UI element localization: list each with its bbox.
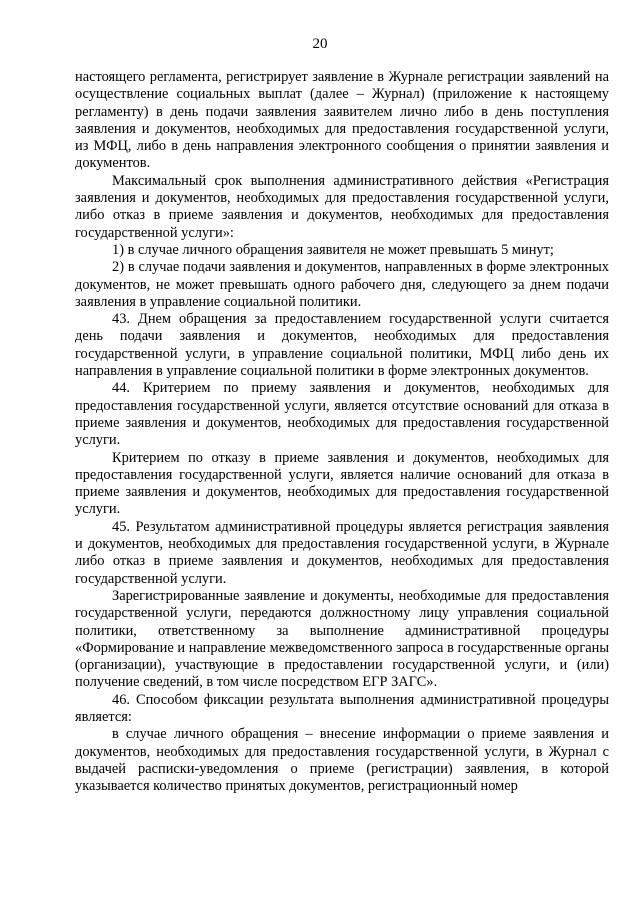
paragraph-personal-visit-fixation: в случае личного обращения – внесение информации о приеме заявления и документов, необходимых для предоставления государственной услуги, в Журнал с выдачей расписки-уведомления о приеме (регистрации) заявления, в которой указывается количество принятых документов, регистрационный номер <box>75 726 609 795</box>
paragraph-personal-visit-limit: 1) в случае личного обращения заявителя не может превышать 5 минут; <box>112 241 554 258</box>
paragraph-max-duration: Максимальный срок выполнения административного действия «Регистрация заявления и документов, необходимых для предоставления государственной услуги, либо отказ в приеме заявления и документов, необходимых для предоставления государственной услуги»: <box>75 172 609 241</box>
paragraph-45: 45. Результатом административной процедуры является регистрация заявления и документов, необходимых для предоставления государственной услуги, в Журнале либо отказ в приеме заявления и документов, необходимых для предоставления государственной услуги. <box>75 518 609 587</box>
document-body <box>75 69 609 795</box>
page-number: 20 <box>312 36 328 52</box>
paragraph-43: 43. Днем обращения за предоставлением государственной услуги считается день подачи заявления и документов, необходимых для предоставления государственной услуги, в управление социальной политики, МФЦ либо день их направления в управление социальной политики в форме электронных документов. <box>75 311 609 380</box>
paragraph-electronic-limit: 2) в случае подачи заявления и документов, направленных в форме электронных документов, не может превышать одного рабочего дня, следующего за днем подачи заявления в управление социальной политики. <box>75 259 609 310</box>
paragraph-registration-continued: настоящего регламента, регистрирует заявление в Журнале регистрации заявлений на осуществление социальных выплат (далее – Журнал) (приложение к настоящему регламенту) в день подачи заявления заявителем лично либо в день поступления заявления и документов, необходимых для предоставления государственной услуги, из МФЦ, либо в день направления электронного сообщения о принятии заявления и документов. <box>75 69 609 172</box>
paragraph-registered-documents: Зарегистрированные заявление и документы, необходимые для предоставления государственной услуги, передаются должностному лицу управления социальной политики, ответственному за выполнение административной процедуры «Формирование и направление межведомственного запроса в государственные органы (организации), участвующие в предоставлении государственной услуги, и (или) получение сведений, в том числе посредством ЕГР ЗАГС». <box>75 587 609 691</box>
paragraph-46: 46. Способом фиксации результата выполнения административной процедуры является: <box>75 691 609 725</box>
paragraph-refusal-criterion: Критерием по отказу в приеме заявления и документов, необходимых для предоставления государственной услуги, является наличие оснований для отказа в приеме заявления и документов, необходимых для предоставления государственной услуги. <box>75 449 609 518</box>
paragraph-44: 44. Критерием по приему заявления и документов, необходимых для предоставления государственной услуги, является отсутствие оснований для отказа в приеме заявления и документов, необходимых для предоставления государственной услуги. <box>75 380 609 449</box>
